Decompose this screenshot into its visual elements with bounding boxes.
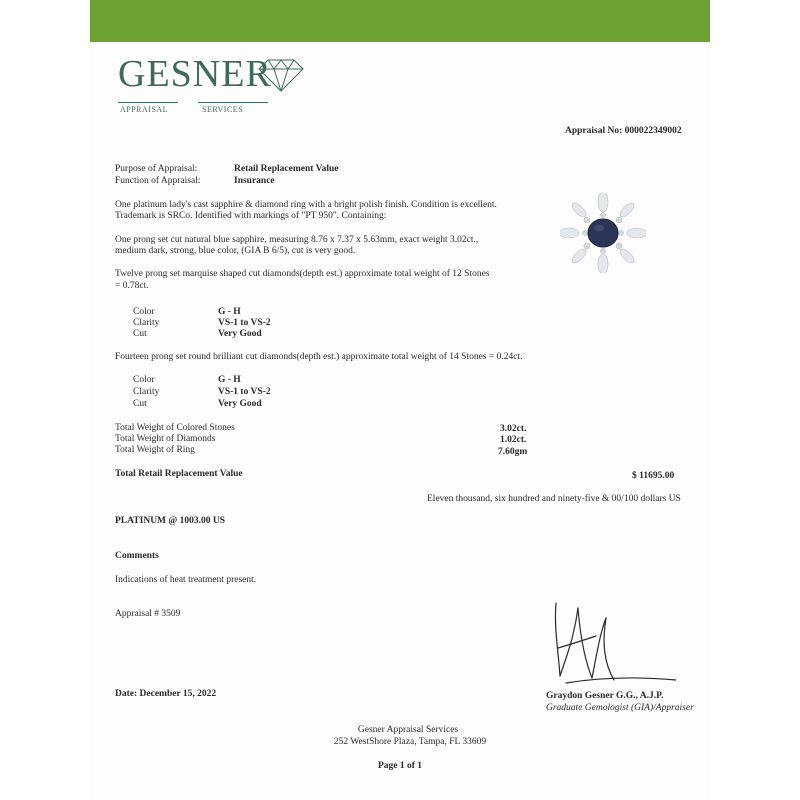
grade1-clarity-value: VS-1 to VS-2 <box>218 318 271 328</box>
page-number: Page 1 of 1 <box>377 761 423 771</box>
grade2-cut-value: Very Good <box>218 399 262 409</box>
description-line: Fourteen prong set round brilliant cut diamonds(depth est.) approximate total weight of 14 Stones = 0.24ct. <box>115 352 523 362</box>
purpose-value: Retail Replacement Value <box>234 164 339 174</box>
grade2-color-label: Color <box>133 375 155 385</box>
footer-address: 252 WestShore Plaza, Tampa, FL 33609 <box>333 737 487 747</box>
logo-subtext-left: APPRAISAL <box>120 105 169 114</box>
grade1-cut-label: Cut <box>133 329 147 339</box>
appraisal-date: Date: December 15, 2022 <box>115 689 217 699</box>
replacement-label: Total Retail Replacement Value <box>115 469 243 479</box>
grade1-color-value: G - H <box>218 307 241 317</box>
footer-company: Gesner Appraisal Services <box>357 725 459 735</box>
logo-subtext-right: SERVICES <box>202 105 244 114</box>
total-ring-value: 7.60gm <box>498 447 528 457</box>
appraiser-title: Graduate Gemologist (GIA)/Appraiser <box>546 703 694 713</box>
diamond-logo-icon <box>258 58 304 92</box>
description-line: Twelve prong set marquise shaped cut diamonds(depth est.) approximate total weight of 12 Stones <box>115 269 490 279</box>
grade1-color-label: Color <box>133 307 155 317</box>
description-line: medium dark, strong, blue color, (GIA B 6/5), cut is very good. <box>115 246 356 256</box>
logo-wordmark: GESNER <box>118 53 272 95</box>
function-label: Function of Appraisal: <box>115 176 201 186</box>
comments-text: Indications of heat treatment present. <box>115 575 257 585</box>
appraiser-name: Graydon Gesner G.G., A.J.P. <box>546 691 664 701</box>
appraisal-no-label: Appraisal No: <box>565 126 623 136</box>
total-colored-label: Total Weight of Colored Stones <box>115 423 235 433</box>
grade2-clarity-label: Clarity <box>133 387 160 397</box>
grade1-cut-value: Very Good <box>218 329 262 339</box>
handwritten-signature <box>536 588 676 688</box>
comments-heading: Comments <box>115 551 159 561</box>
logo-underline-right <box>198 102 268 103</box>
description-line: = 0.78ct. <box>115 281 149 291</box>
appraisal-no-value: 000022349002 <box>624 126 682 136</box>
platinum-price: PLATINUM @ 1003.00 US <box>115 516 225 526</box>
total-diamonds-value: 1.02ct. <box>500 435 527 445</box>
ring-photo <box>560 193 646 273</box>
grade2-color-value: G - H <box>218 375 241 385</box>
grade2-cut-label: Cut <box>133 399 147 409</box>
grade1-clarity-label: Clarity <box>133 318 160 328</box>
company-logo <box>118 52 303 122</box>
total-colored-value: 3.02ct. <box>500 424 527 434</box>
description-line: One platinum lady's cast sapphire & diamond ring with a bright polish finish. Condition is excellent. <box>115 200 497 210</box>
description-line: One prong set cut natural blue sapphire, measuring 8.76 x 7.37 x 5.63mm, exact weight 3.02ct., <box>115 235 479 245</box>
purpose-label: Purpose of Appraisal: <box>115 164 198 174</box>
function-value: Insurance <box>234 176 275 186</box>
grade2-clarity-value: VS-1 to VS-2 <box>218 387 271 397</box>
replacement-words: Eleven thousand, six hundred and ninety-five & 00/100 dollars US <box>427 494 681 504</box>
total-diamonds-label: Total Weight of Diamonds <box>115 434 216 444</box>
logo-underline-left <box>118 102 178 103</box>
appraisal-number <box>565 125 682 137</box>
top-color-bar <box>90 0 710 42</box>
total-ring-label: Total Weight of Ring <box>115 445 195 455</box>
appraisal-reference: Appraisal # 3509 <box>115 609 181 619</box>
replacement-amount: $ 11695.00 <box>632 471 675 481</box>
description-line: Trademark is SRCo. Identified with markings of "PT 950". Containing: <box>115 211 387 221</box>
